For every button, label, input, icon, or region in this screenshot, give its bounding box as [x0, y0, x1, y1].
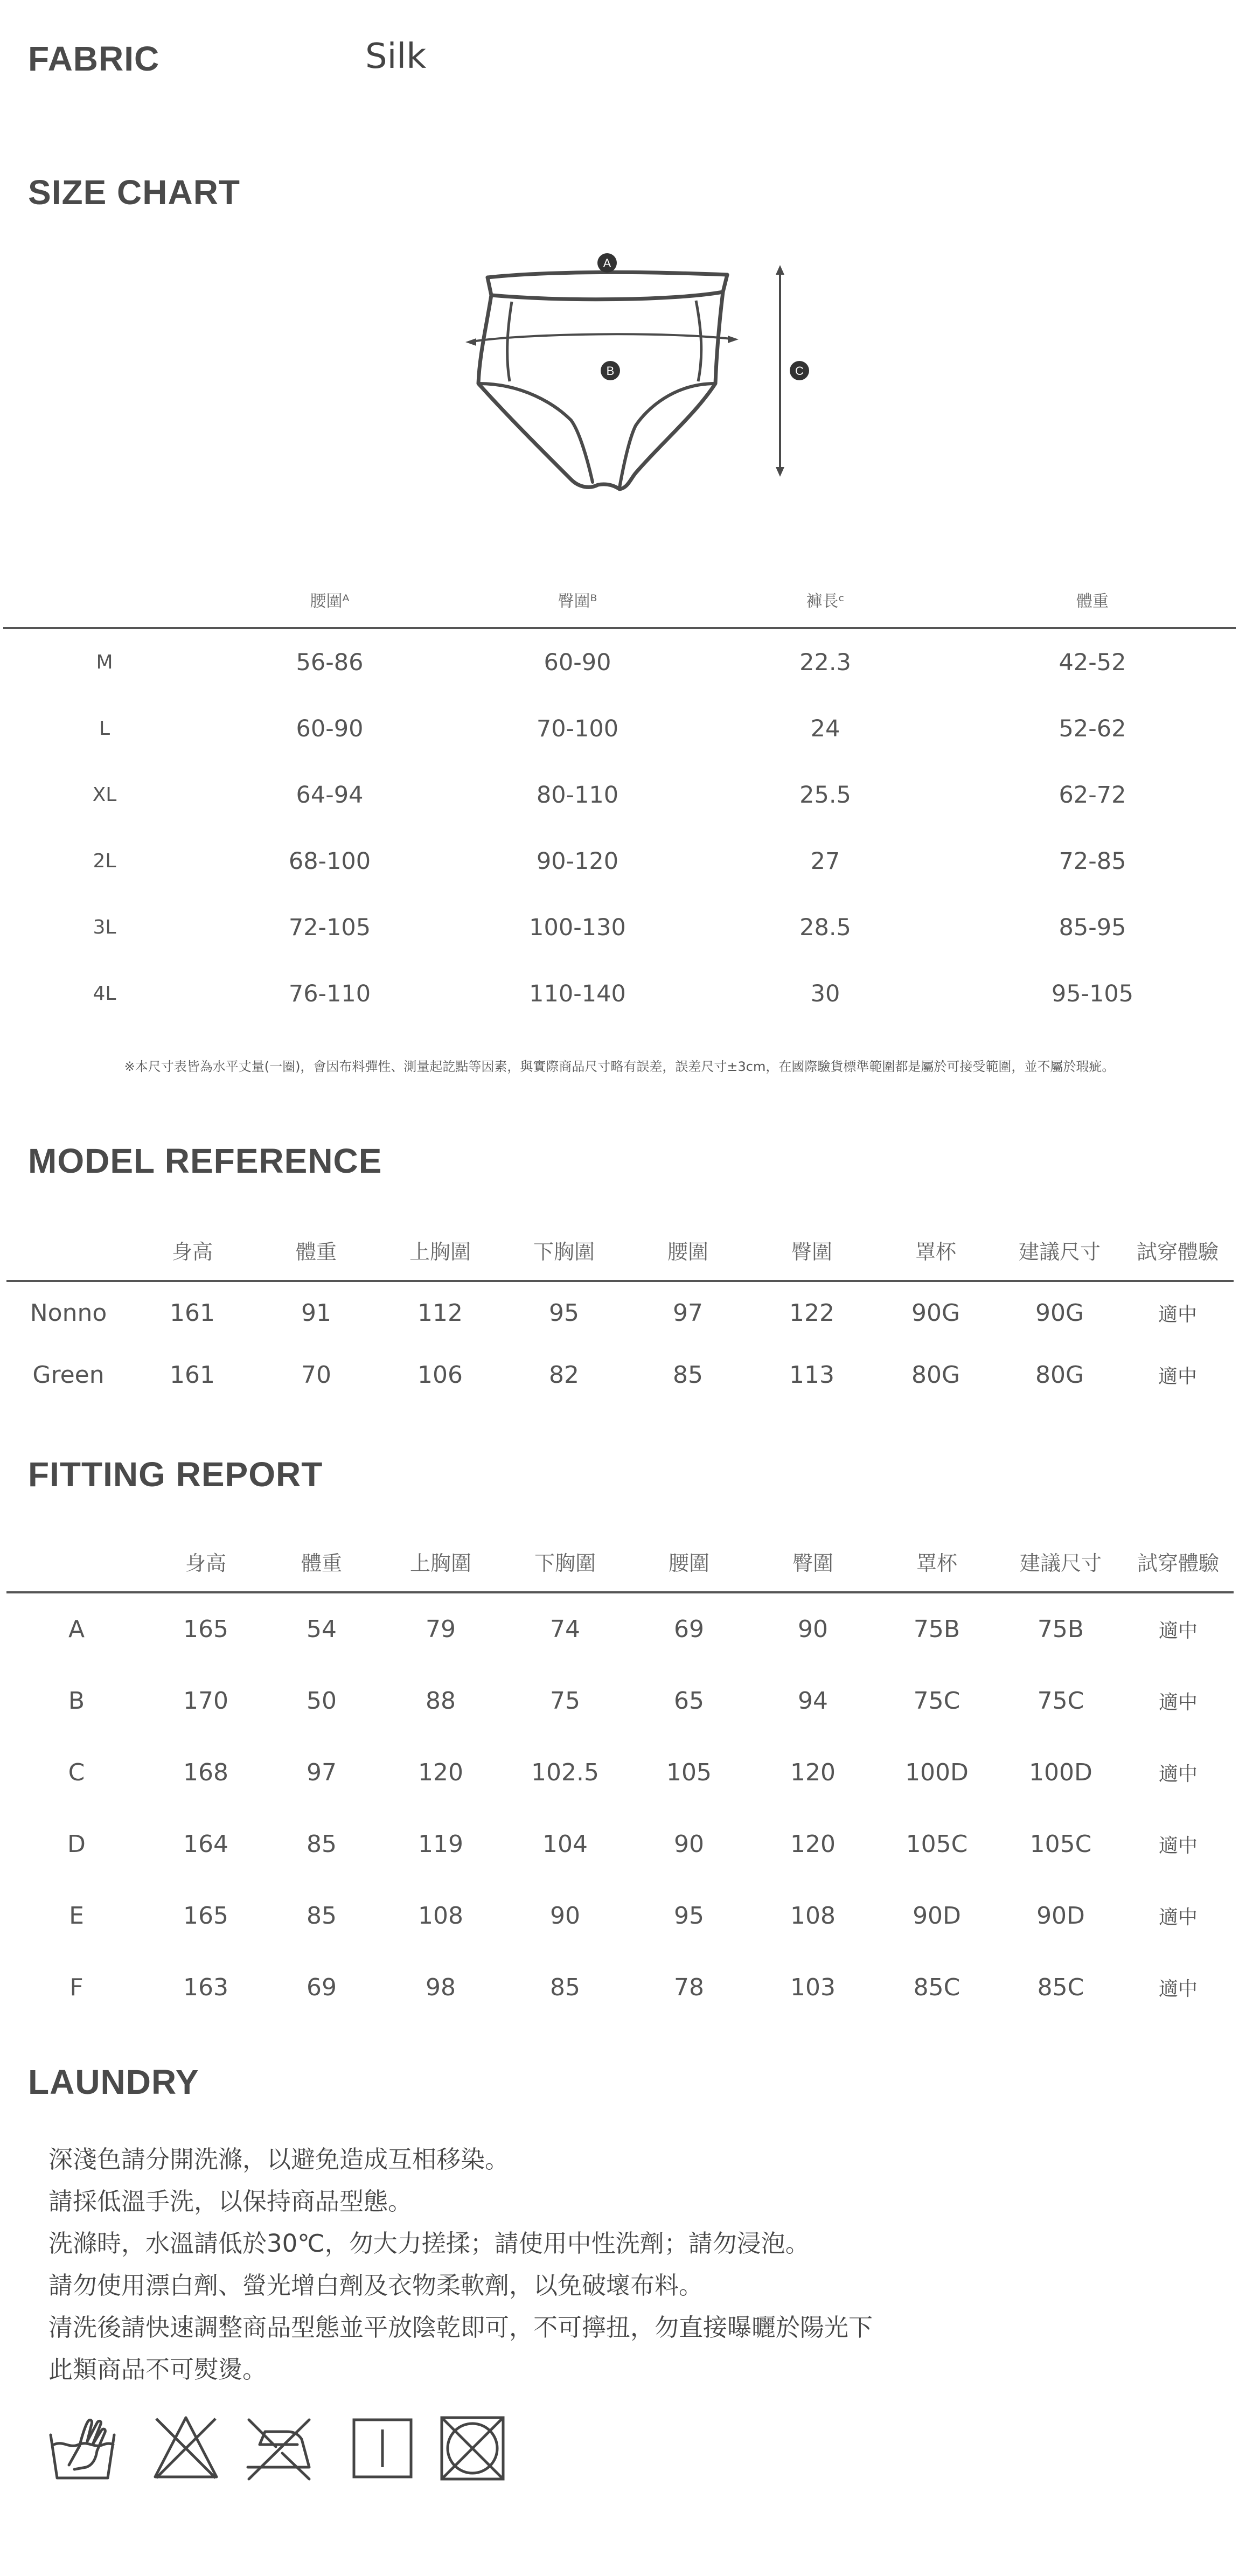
- table-cell: 75B: [1037, 1616, 1084, 1643]
- table-cell: 64-94: [296, 781, 364, 809]
- table-cell: 30: [810, 980, 840, 1007]
- table-cell: 85C: [913, 1974, 960, 2001]
- table-cell: 95-105: [1051, 980, 1134, 1007]
- table-cell: 90G: [1035, 1299, 1084, 1327]
- table-cell: 70: [301, 1361, 331, 1389]
- table-cell: 85: [550, 1974, 580, 2001]
- table-cell: 90D: [1036, 1902, 1085, 1930]
- table-cell: 120: [790, 1759, 836, 1786]
- table-cell: 95: [674, 1902, 704, 1930]
- row-label: XL: [92, 784, 117, 806]
- table-row: [6, 1880, 1234, 1952]
- no-bleach-icon: [151, 2413, 221, 2483]
- table-row: [3, 695, 1236, 762]
- table-cell: 82: [549, 1361, 579, 1389]
- table-cell: 54: [307, 1616, 337, 1643]
- column-header: 試穿體驗: [1123, 1531, 1234, 1592]
- fabric-label: FABRIC: [28, 39, 160, 78]
- row-label: 3L: [93, 916, 116, 938]
- column-header: 罩杯: [874, 1220, 998, 1281]
- row-label: 4L: [93, 983, 116, 1005]
- table-cell: 適中: [1158, 1304, 1197, 1326]
- column-header: 褲長ᶜ: [701, 572, 949, 628]
- row-label: F: [69, 1974, 83, 2001]
- table-cell: 適中: [1158, 1366, 1197, 1388]
- column-header: 身高: [147, 1531, 265, 1592]
- table-cell: 74: [550, 1616, 580, 1643]
- column-header: 上胸圍: [378, 1531, 503, 1592]
- column-header: 臀圍: [750, 1220, 874, 1281]
- dry-flat-icon: [347, 2413, 417, 2483]
- table-cell: 42-52: [1059, 649, 1126, 676]
- table-row: [6, 1737, 1234, 1808]
- table-row: [3, 628, 1236, 695]
- table-cell: 75: [550, 1687, 580, 1715]
- table-cell: 80G: [911, 1361, 960, 1389]
- table-cell: 165: [183, 1616, 228, 1643]
- table-cell: 165: [183, 1902, 228, 1930]
- model-table-header: [6, 1220, 1234, 1281]
- table-cell: 79: [426, 1616, 456, 1643]
- table-cell: 70-100: [536, 715, 619, 742]
- size-diagram: [458, 242, 824, 501]
- table-cell: 85: [673, 1361, 703, 1389]
- table-cell: 102.5: [531, 1759, 599, 1786]
- table-cell: 適中: [1158, 1906, 1198, 1928]
- column-header: 試穿體驗: [1122, 1220, 1234, 1281]
- laundry-line: 此類商品不可熨燙。: [48, 2355, 267, 2384]
- table-cell: 122: [789, 1299, 834, 1327]
- fitting-report-table: [6, 1531, 1234, 2023]
- table-cell: 100D: [1029, 1759, 1092, 1786]
- fitting-table-body: [6, 1592, 1234, 2023]
- table-cell: 56-86: [296, 649, 364, 676]
- laundry-title: LAUNDRY: [28, 2063, 199, 2101]
- column-header: 臀圍: [751, 1531, 875, 1592]
- table-row: [6, 1808, 1234, 1880]
- table-row: [3, 960, 1236, 1027]
- table-cell: 113: [789, 1361, 834, 1389]
- row-label: B: [68, 1687, 85, 1715]
- table-row: [6, 1281, 1234, 1344]
- table-cell: 72-105: [288, 914, 371, 941]
- table-cell: 50: [307, 1687, 337, 1715]
- column-header: 罩杯: [875, 1531, 999, 1592]
- table-cell: 75C: [1037, 1687, 1084, 1715]
- size-note: ※本尺寸表皆為水平丈量(一圈)，會因布料彈性、測量起訖點等因素，與實際商品尺寸略有誤差，誤差尺寸±3cm，在國際驗貨標準範圍都是屬於可接受範圍，並不屬於瑕疵。: [124, 1059, 1115, 1074]
- table-cell: 適中: [1158, 1691, 1198, 1714]
- table-cell: 90-120: [536, 847, 619, 875]
- table-cell: 69: [307, 1974, 337, 2001]
- table-cell: 105C: [906, 1830, 968, 1858]
- table-cell: 94: [798, 1687, 828, 1715]
- brief-waistband: [488, 272, 727, 277]
- table-cell: 98: [426, 1974, 456, 2001]
- table-cell: 120: [418, 1759, 463, 1786]
- table-cell: 75C: [913, 1687, 960, 1715]
- table-cell: 68-100: [288, 847, 371, 875]
- table-cell: 120: [790, 1830, 836, 1858]
- column-header: 下胸圍: [502, 1220, 626, 1281]
- table-cell: 90: [550, 1902, 580, 1930]
- row-label: M: [96, 651, 113, 673]
- hand-wash-icon: [47, 2413, 117, 2483]
- table-cell: 97: [307, 1759, 337, 1786]
- column-header: 上胸圍: [378, 1220, 502, 1281]
- table-cell: 69: [674, 1616, 704, 1643]
- table-row: [3, 828, 1236, 894]
- size-table-header: [3, 572, 1236, 628]
- column-header: 體重: [254, 1220, 378, 1281]
- table-cell: 105C: [1029, 1830, 1092, 1858]
- table-cell: 60-90: [544, 649, 611, 676]
- table-cell: 104: [542, 1830, 588, 1858]
- column-header: [3, 572, 206, 628]
- table-cell: 78: [674, 1974, 704, 2001]
- model-reference-table: [6, 1220, 1234, 1406]
- table-cell: 60-90: [296, 715, 364, 742]
- table-cell: 112: [417, 1299, 463, 1327]
- table-cell: 85-95: [1059, 914, 1126, 941]
- svg-text:B: B: [606, 364, 615, 378]
- column-header: 體重: [265, 1531, 378, 1592]
- table-cell: 65: [674, 1687, 704, 1715]
- model-table-body: [6, 1281, 1234, 1406]
- table-cell: 27: [810, 847, 840, 875]
- marker-b: [601, 361, 620, 380]
- column-header: 腰圍: [627, 1531, 751, 1592]
- table-cell: 90D: [913, 1902, 961, 1930]
- laundry-line: 請採低溫手洗，以保持商品型態。: [48, 2187, 413, 2216]
- model-reference-title: MODEL REFERENCE: [28, 1141, 382, 1180]
- table-cell: 110-140: [529, 980, 626, 1007]
- svg-text:A: A: [603, 256, 611, 270]
- row-label: C: [68, 1759, 85, 1786]
- column-header: 建議尺寸: [999, 1531, 1123, 1592]
- table-cell: 85C: [1037, 1974, 1084, 2001]
- table-cell: 85: [307, 1902, 337, 1930]
- svg-text:C: C: [795, 364, 804, 378]
- table-cell: 170: [183, 1687, 228, 1715]
- table-cell: 161: [170, 1299, 215, 1327]
- column-header: 臀圍ᴮ: [454, 572, 701, 628]
- table-cell: 161: [170, 1361, 215, 1389]
- size-table: [3, 572, 1236, 1027]
- column-header: 腰圍ᴬ: [206, 572, 454, 628]
- laundry-line: 洗滌時，水溫請低於30℃，勿大力搓揉；請使用中性洗劑；請勿浸泡。: [48, 2229, 810, 2258]
- column-header: [6, 1531, 147, 1592]
- size-chart-title: SIZE CHART: [28, 173, 240, 212]
- table-cell: 85: [307, 1830, 337, 1858]
- size-table-body: [3, 628, 1236, 1027]
- table-cell: 100-130: [529, 914, 626, 941]
- table-row: [6, 1344, 1234, 1406]
- table-cell: 103: [790, 1974, 836, 2001]
- row-label: L: [99, 718, 110, 740]
- table-cell: 28.5: [799, 914, 851, 941]
- table-row: [3, 894, 1236, 960]
- laundry-line: 請勿使用漂白劑、螢光增白劑及衣物柔軟劑，以免破壞布料。: [48, 2271, 704, 2300]
- fitting-report-title: FITTING REPORT: [28, 1455, 323, 1494]
- table-cell: 62-72: [1059, 781, 1126, 809]
- table-cell: 108: [418, 1902, 463, 1930]
- table-cell: 108: [790, 1902, 836, 1930]
- table-cell: 75B: [913, 1616, 960, 1643]
- row-label: 2L: [93, 850, 116, 872]
- table-cell: 100D: [905, 1759, 969, 1786]
- table-cell: 適中: [1158, 1763, 1198, 1785]
- table-cell: 76-110: [288, 980, 371, 1007]
- table-cell: 25.5: [799, 781, 851, 809]
- row-label: Nonno: [30, 1299, 107, 1327]
- laundry-line: 深淺色請分開洗滌，以避免造成互相移染。: [48, 2145, 510, 2174]
- no-dry-clean-icon: [437, 2413, 507, 2483]
- table-row: [6, 1592, 1234, 1665]
- table-cell: 163: [183, 1974, 228, 2001]
- table-cell: 106: [417, 1361, 463, 1389]
- table-cell: 95: [549, 1299, 579, 1327]
- table-cell: 22.3: [799, 649, 851, 676]
- table-cell: 72-85: [1059, 847, 1126, 875]
- table-cell: 90G: [911, 1299, 960, 1327]
- column-header: 腰圍: [626, 1220, 750, 1281]
- table-cell: 適中: [1158, 1978, 1198, 2000]
- table-row: [6, 1665, 1234, 1737]
- table-cell: 88: [426, 1687, 456, 1715]
- table-row: [6, 1952, 1234, 2023]
- column-header: 下胸圍: [503, 1531, 627, 1592]
- column-header: 體重: [949, 572, 1236, 628]
- row-label: A: [68, 1616, 85, 1643]
- no-tumble-dry-icon: [243, 2413, 314, 2483]
- table-cell: 適中: [1158, 1835, 1198, 1857]
- table-cell: 24: [810, 715, 840, 742]
- column-header: 建議尺寸: [998, 1220, 1122, 1281]
- fitting-table-header: [6, 1531, 1234, 1592]
- table-cell: 52-62: [1059, 715, 1126, 742]
- table-cell: 164: [183, 1830, 228, 1858]
- fabric-value: Silk: [365, 37, 427, 76]
- table-cell: 適中: [1158, 1620, 1198, 1642]
- table-cell: 105: [666, 1759, 712, 1786]
- column-header: 身高: [130, 1220, 254, 1281]
- table-cell: 80-110: [536, 781, 619, 809]
- row-label: D: [67, 1830, 86, 1858]
- marker-a: [597, 253, 617, 273]
- table-cell: 119: [418, 1830, 463, 1858]
- row-label: E: [69, 1902, 84, 1930]
- table-cell: 90: [674, 1830, 704, 1858]
- table-cell: 80G: [1035, 1361, 1084, 1389]
- marker-c: [790, 361, 809, 380]
- table-cell: 97: [673, 1299, 703, 1327]
- laundry-line: 清洗後請快速調整商品型態並平放陰乾即可，不可擰扭，勿直接曝曬於陽光下: [48, 2313, 873, 2342]
- table-cell: 91: [301, 1299, 331, 1327]
- column-header: [6, 1220, 130, 1281]
- row-label: Green: [32, 1361, 105, 1389]
- table-cell: 90: [798, 1616, 828, 1643]
- table-row: [3, 762, 1236, 828]
- table-cell: 168: [183, 1759, 228, 1786]
